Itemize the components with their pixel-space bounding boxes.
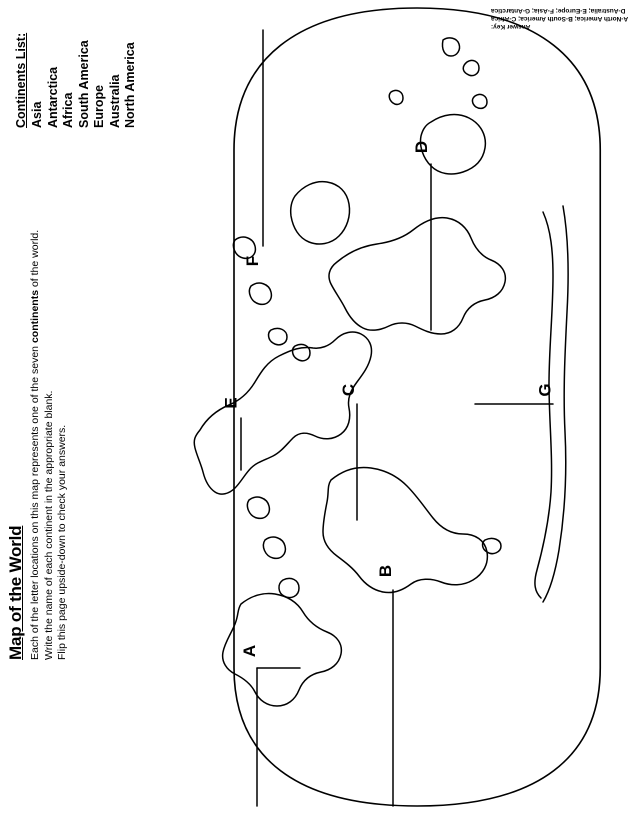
list-item: Antarctica [45,66,60,128]
instruction-text-1a: Each of the letter locations on this map represents one of the seven [29,343,41,660]
map-label-g: G [535,383,555,397]
list-item: Asia [30,101,44,128]
island-detail-2 [463,60,479,75]
map-label-c: C [339,383,359,397]
landmass-north-america [194,332,371,494]
world-map-svg [145,0,643,815]
instruction-line-3: Flip this page upside-down to check your answers. [56,424,68,660]
worksheet-text-column [0,0,150,815]
list-item: South America [76,40,91,128]
island-detail-10 [279,578,299,597]
answer-key-line: A-North America; B-South America; C-Africa [491,15,629,22]
island-detail-9 [263,537,285,558]
island-detail-7 [293,344,310,360]
answer-key-heading: Answer Key: [491,23,531,30]
page-title: Map of the World [6,525,25,660]
landmass-africa [323,468,487,593]
list-item: Europe [92,84,106,128]
island-detail-6 [269,328,287,344]
world-map [145,0,643,815]
list-item: North America [123,42,137,128]
instruction-text-1b: of the world. [29,229,41,290]
island-detail-12 [249,283,271,304]
landmass-greenland [291,182,350,244]
map-label-f: F [243,255,263,267]
island-detail-4 [389,90,403,104]
continents-list [14,0,139,128]
list-item: Australia [107,74,122,128]
landmass-eurasia [329,218,505,334]
landmass-antarctica [535,212,553,598]
map-label-e: E [221,397,241,409]
list-item: Africa [61,92,75,128]
answer-key-line: D-Australia; E-Europe; F-Asia; G-Antarctica [491,7,626,14]
map-label-b: B [376,564,396,578]
island-detail-3 [472,94,487,108]
map-label-d: D [412,140,432,154]
island-detail-1 [442,38,459,56]
map-border [234,8,600,806]
map-label-a: A [240,644,260,658]
island-detail-8 [247,497,269,518]
instruction-line-2: Write the name of each continent in the appropriate blank. [42,390,55,660]
instruction-bold-word: continents [29,289,41,344]
continents-list-heading: Continents List: [14,32,28,128]
